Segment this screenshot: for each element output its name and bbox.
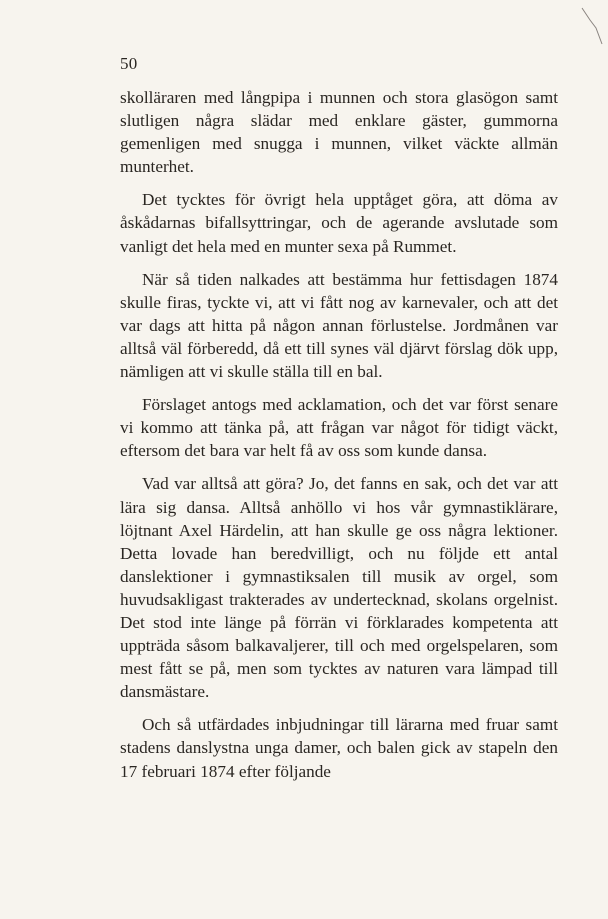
body-text <box>120 86 558 793</box>
paragraph: skolläraren med långpipa i munnen och stora glasögon samt slutligen några slädar med enklare gäster, gummorna gemenligen med snugga i munnen, vilket väckte allmän munterhet. <box>120 88 558 177</box>
page-number: 50 <box>120 54 138 73</box>
paragraph: När så tiden nalkades att bestämma hur fettisdagen 1874 skulle firas, tyckte vi, att vi fått nog av karnevaler, och att det var dags att hitta på någon annan förlustelse. Jordmånen var alltså väl förberedd, då ett till synes väl djärvt förslag dök upp, nämligen att vi skulle ställa till en bal. <box>120 269 558 382</box>
paragraph: Förslaget antogs med acklamation, och det var först senare vi kommo att tänka på, att frågan var något för tidigt väckt, eftersom det bara var helt få av oss som kunde dansa. <box>120 395 558 461</box>
paragraph: Det tycktes för övrigt hela upptåget göra, att döma av åskådarnas bifallsyttringar, och de agerande avslutade som vanligt det hela med en munter sexa på Rummet. <box>120 190 558 256</box>
paragraph: Och så utfärdades inbjudningar till lärarna med fruar samt stadens danslystna unga damer, och balen gick av stapeln den 17 februari 1874 efter följande <box>120 715 558 781</box>
paragraph: Vad var alltså att göra? Jo, det fanns en sak, och det var att lära sig dansa. Alltså anhöllo vi hos vår gymnastiklärare, löjtnant Axel Härdelin, att han skulle ge oss några lektioner. Detta lovade han beredvilligt, och nu följde ett antal danslektioner i gymnastiksalen till musik av orgel, som huvudsakligast trakterades av undertecknad, skolans orgelnist. Det stod inte länge på förrän vi förklarades kompetenta att uppträda såsom balkavaljerer, till och med orgelspelaren, som mest fått se på, men som tycktes av naturen vara lämpad till dansmästare. <box>120 474 558 702</box>
corner-scratch-mark <box>580 6 604 46</box>
